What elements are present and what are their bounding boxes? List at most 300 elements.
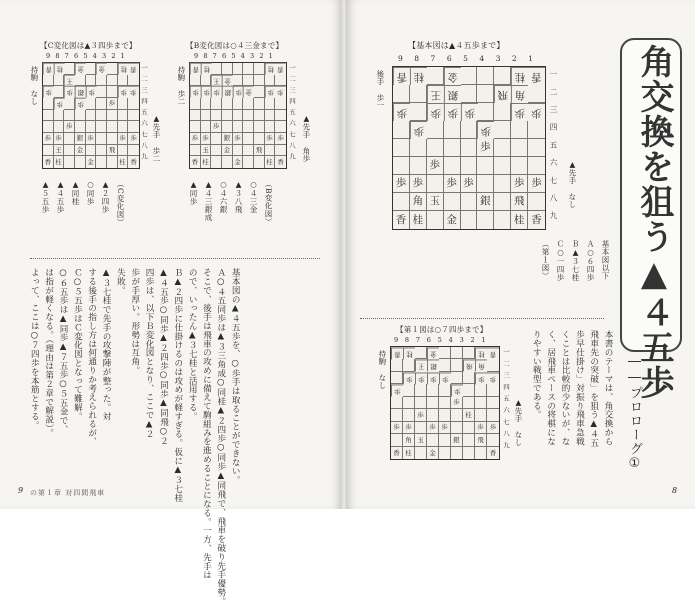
board-square: 歩 xyxy=(201,86,212,98)
board-square xyxy=(265,121,276,133)
move-entry: ▲２四歩 xyxy=(101,180,110,214)
main-diagram-row-numbers: 一二三四五六七八九 xyxy=(549,70,558,230)
board-square: 飛 xyxy=(511,193,528,211)
shogi-board-c xyxy=(42,62,140,169)
board-square xyxy=(254,133,265,145)
board-square xyxy=(494,157,511,175)
board-square xyxy=(477,67,494,85)
board-square: 歩 xyxy=(487,372,499,384)
board-square xyxy=(391,372,403,384)
board-square xyxy=(254,156,265,168)
board-square: 王 xyxy=(211,75,222,87)
board-square xyxy=(494,139,511,157)
board-square: 角 xyxy=(403,434,415,446)
body-column: Ｃ○５五歩はＣ変化図となって難解。 xyxy=(72,268,83,421)
board-square xyxy=(415,422,427,434)
board-square: 歩 xyxy=(201,133,212,145)
board-square xyxy=(487,409,499,421)
board-square xyxy=(96,86,107,98)
board-square: 銀 xyxy=(75,133,86,145)
board-square xyxy=(403,359,415,371)
move-entry: ▲同桂 xyxy=(71,180,80,206)
board-square: 歩 xyxy=(528,175,545,193)
board-square: 銀 xyxy=(75,86,86,98)
board-square: 歩 xyxy=(427,157,444,175)
board-square: 歩 xyxy=(54,133,65,145)
board-square xyxy=(75,156,86,168)
board-square: 香 xyxy=(43,156,54,168)
board-square: 歩 xyxy=(265,86,276,98)
board-square: 金 xyxy=(86,156,97,168)
board-square: 桂 xyxy=(54,63,65,75)
board-square xyxy=(427,409,439,421)
board-square xyxy=(190,75,201,87)
body-column: ○６五歩は▲同歩▲７五歩○５五金で、 xyxy=(58,268,69,434)
board-square xyxy=(528,157,545,175)
board-square xyxy=(243,75,254,87)
board-square xyxy=(54,110,65,122)
board-square: 歩 xyxy=(393,103,410,121)
body-column: くことは比較的少ないが、な xyxy=(560,330,571,446)
board-square: 歩 xyxy=(487,422,499,434)
body-column: 失敗。 xyxy=(115,268,126,295)
body-column: 歩が手厚い。形勢は互角。 xyxy=(129,268,140,375)
board-square xyxy=(439,359,451,371)
board-square: 歩 xyxy=(233,133,244,145)
board-square xyxy=(190,110,201,122)
board-square xyxy=(275,121,286,133)
board-square xyxy=(54,75,65,87)
board-square xyxy=(275,75,286,87)
board-square xyxy=(528,139,545,157)
board-square xyxy=(463,447,475,459)
board-square xyxy=(96,75,107,87)
board-square: 桂 xyxy=(511,67,528,85)
board-square: 歩 xyxy=(275,86,286,98)
board-square xyxy=(391,409,403,421)
board-square xyxy=(128,98,139,110)
move-entry: ▲４三銀成 xyxy=(204,180,213,222)
board-square xyxy=(96,121,107,133)
board-square xyxy=(391,397,403,409)
prologue-label: ――プロローグ① xyxy=(627,354,642,472)
board-square xyxy=(107,121,118,133)
board-square: 歩 xyxy=(64,86,75,98)
board-square xyxy=(118,110,129,122)
board-square xyxy=(403,409,415,421)
body-column: 歩早仕掛け」対振り飛車急戦 xyxy=(574,330,585,446)
diagram-1-col-numbers: 987654321 xyxy=(394,336,493,344)
board-square xyxy=(43,110,54,122)
diagram-1-row-numbers: 一二三四五六七八九 xyxy=(502,348,510,454)
move-entry: ▲３八飛 xyxy=(234,180,243,214)
board-square: 歩 xyxy=(427,372,439,384)
board-square xyxy=(427,384,439,396)
board-square: 銀 xyxy=(222,133,233,145)
board-square xyxy=(128,121,139,133)
board-square xyxy=(211,98,222,110)
board-square xyxy=(403,397,415,409)
board-square xyxy=(64,110,75,122)
board-square: 歩 xyxy=(439,372,451,384)
board-square: 金 xyxy=(444,67,461,85)
board-square xyxy=(528,121,545,139)
board-square: 銀 xyxy=(444,85,461,103)
board-square xyxy=(233,75,244,87)
board-square xyxy=(211,145,222,157)
board-square: 香 xyxy=(391,447,403,459)
diagram-c-move-list xyxy=(40,180,126,246)
board-square xyxy=(75,75,86,87)
board-square xyxy=(243,156,254,168)
board-square: 歩 xyxy=(475,422,487,434)
board-square: 桂 xyxy=(475,347,487,359)
board-square xyxy=(451,409,463,421)
board-square xyxy=(75,121,86,133)
board-square: 金 xyxy=(233,156,244,168)
board-square: 歩 xyxy=(528,103,545,121)
diagram-c-caption: 【C変化図は▲３四歩まで】 xyxy=(40,41,137,50)
move-entry: （B変化図） xyxy=(264,180,273,227)
board-square: 歩 xyxy=(477,121,494,139)
board-square xyxy=(118,98,129,110)
board-square: 香 xyxy=(43,63,54,75)
board-square: 歩 xyxy=(43,86,54,98)
body-column: は指が軽くなる。（理由は第２章で解説）。 xyxy=(43,268,54,438)
board-square: 歩 xyxy=(444,175,461,193)
board-square: 歩 xyxy=(444,103,461,121)
main-move-list xyxy=(540,240,611,310)
board-square xyxy=(201,98,212,110)
board-square xyxy=(211,63,222,75)
board-square xyxy=(391,434,403,446)
board-square xyxy=(243,133,254,145)
body-column: Ｂ▲２四歩に仕掛けるのは攻めが軽すぎる。仮に▲３七桂 xyxy=(172,268,183,503)
board-square: 玉 xyxy=(415,434,427,446)
board-square xyxy=(96,133,107,145)
shogi-board-1 xyxy=(390,346,500,460)
board-square: 金 xyxy=(222,145,233,157)
board-square xyxy=(475,384,487,396)
board-square xyxy=(201,121,212,133)
board-square: 歩 xyxy=(233,86,244,98)
board-square xyxy=(107,110,118,122)
board-square xyxy=(463,384,475,396)
board-square: 歩 xyxy=(427,422,439,434)
main-diagram-caption: 【基本図は▲４五歩まで】 xyxy=(408,41,505,50)
board-square: 角 xyxy=(511,85,528,103)
board-square: 歩 xyxy=(403,422,415,434)
board-square: 歩 xyxy=(275,133,286,145)
board-square: 飛 xyxy=(475,434,487,446)
board-square xyxy=(463,372,475,384)
board-square xyxy=(222,156,233,168)
board-square xyxy=(96,110,107,122)
board-square xyxy=(494,103,511,121)
board-square xyxy=(211,156,222,168)
board-square xyxy=(410,103,427,121)
right-body-text xyxy=(530,330,613,480)
board-square: 歩 xyxy=(477,139,494,157)
body-column: ▲４五歩○同歩▲２四歩○同歩▲同飛○２ xyxy=(158,268,169,446)
board-square xyxy=(461,139,478,157)
board-square: 桂 xyxy=(511,211,528,229)
board-square xyxy=(427,67,444,85)
board-square xyxy=(487,359,499,371)
move-entry: Ａ○６四歩 xyxy=(586,240,595,282)
board-square: 桂 xyxy=(118,63,129,75)
board-square xyxy=(254,110,265,122)
board-square: 桂 xyxy=(403,447,415,459)
board-square xyxy=(444,193,461,211)
board-square xyxy=(275,145,286,157)
board-square: 香 xyxy=(130,157,137,166)
move-entry: ○４三金 xyxy=(249,180,258,214)
board-square: 歩 xyxy=(128,86,139,98)
board-square xyxy=(427,397,439,409)
board-square xyxy=(451,422,463,434)
board-square xyxy=(393,139,410,157)
board-square: 王 xyxy=(415,359,427,371)
board-square xyxy=(86,121,97,133)
board-square: 王 xyxy=(427,85,444,103)
main-diagram-col-numbers: 987654321 xyxy=(398,54,545,63)
board-square: 飛 xyxy=(254,145,265,157)
board-square xyxy=(107,86,118,98)
board-square: 桂 xyxy=(54,156,65,168)
board-square: 桂 xyxy=(410,211,427,229)
board-square xyxy=(494,121,511,139)
board-square xyxy=(254,75,265,87)
board-square xyxy=(128,110,139,122)
board-square: 金 xyxy=(444,211,461,229)
board-square xyxy=(128,75,139,87)
board-square xyxy=(463,422,475,434)
board-square xyxy=(118,121,129,133)
board-square xyxy=(243,145,254,157)
board-square xyxy=(451,447,463,459)
board-square: 歩 xyxy=(64,121,75,133)
board-square xyxy=(275,110,286,122)
board-square xyxy=(477,175,494,193)
board-square xyxy=(201,110,212,122)
diagram-1-caption: 【第１図は○７四歩まで】 xyxy=(396,325,488,334)
board-square: 歩 xyxy=(391,384,403,396)
move-entry: Ｂ▲３七桂 xyxy=(571,240,580,282)
main-diagram-sente-hand: ▲先手 なし xyxy=(567,160,577,208)
board-square xyxy=(222,121,233,133)
board-square xyxy=(43,145,54,157)
board-square xyxy=(393,193,410,211)
board-square xyxy=(64,63,75,75)
board-square xyxy=(86,110,97,122)
board-square xyxy=(275,98,286,110)
board-square xyxy=(463,347,475,359)
board-square: 王 xyxy=(54,145,65,157)
board-square xyxy=(86,98,97,110)
board-square xyxy=(427,434,439,446)
board-square: 金 xyxy=(427,447,439,459)
board-square xyxy=(487,434,499,446)
board-square: 香 xyxy=(190,156,201,168)
board-square xyxy=(107,75,118,87)
board-square: 歩 xyxy=(451,397,463,409)
board-square: 歩 xyxy=(427,103,444,121)
board-square xyxy=(254,63,265,75)
board-square xyxy=(393,157,410,175)
board-square: 王 xyxy=(64,75,75,87)
board-square: 歩 xyxy=(128,133,139,145)
board-square: 香 xyxy=(531,213,542,226)
board-square xyxy=(461,121,478,139)
board-square: 桂 xyxy=(403,347,415,359)
board-square xyxy=(107,133,118,145)
board-square xyxy=(243,121,254,133)
board-square xyxy=(64,156,75,168)
move-entry: （C変化図） xyxy=(116,180,125,227)
board-square: 歩 xyxy=(54,98,65,110)
board-square: 歩 xyxy=(86,133,97,145)
board-square xyxy=(128,145,139,157)
board-square: 香 xyxy=(190,63,201,75)
board-square xyxy=(451,372,463,384)
move-entry: ○４六銀 xyxy=(219,180,228,214)
board-square: 香 xyxy=(128,63,139,75)
board-square: 歩 xyxy=(461,103,478,121)
board-square: 歩 xyxy=(43,133,54,145)
board-square: 桂 xyxy=(265,156,276,168)
board-square xyxy=(415,384,427,396)
board-square: 香 xyxy=(487,347,499,359)
diagram-c-sente-hand: ▲先手 歩二 xyxy=(151,114,161,162)
board-square: 歩 xyxy=(118,86,129,98)
board-square xyxy=(265,145,276,157)
board-square: 銀 xyxy=(222,86,233,98)
board-square: 飛 xyxy=(463,359,475,371)
board-square xyxy=(233,110,244,122)
board-square: 歩 xyxy=(190,133,201,145)
move-entry: （第１図） xyxy=(541,240,550,280)
board-square: 玉 xyxy=(201,145,212,157)
board-square: 銀 xyxy=(427,359,439,371)
move-entry: ▲４五歩 xyxy=(56,180,65,214)
board-square: 歩 xyxy=(265,133,276,145)
diagram-b-row-numbers: 一二三四五六七八九 xyxy=(288,64,296,164)
board-square: 桂 xyxy=(201,63,212,75)
left-footer: の第１章 対四間飛車 xyxy=(30,489,106,497)
board-square xyxy=(107,156,118,168)
board-square xyxy=(118,145,129,157)
board-square xyxy=(439,384,451,396)
move-entry: ○同歩 xyxy=(86,180,95,206)
board-square xyxy=(475,409,487,421)
board-square xyxy=(265,110,276,122)
diagram-c-row-numbers: 一二三四五六七八九 xyxy=(140,64,148,164)
board-square: 歩 xyxy=(211,86,222,98)
board-square xyxy=(410,85,427,103)
board-square: 金 xyxy=(75,145,86,157)
board-square: 歩 xyxy=(391,422,403,434)
board-square: 銀 xyxy=(451,434,463,446)
board-square xyxy=(487,384,499,396)
left-page-number: 9 xyxy=(18,486,24,495)
board-square xyxy=(427,139,444,157)
board-square xyxy=(427,175,444,193)
board-square xyxy=(528,193,545,211)
board-square xyxy=(451,359,463,371)
body-column: く、居飛車ペースの将棋にな xyxy=(545,330,556,446)
board-square: 歩 xyxy=(461,175,478,193)
board-square xyxy=(511,121,528,139)
board-square xyxy=(222,63,233,75)
board-square xyxy=(444,157,461,175)
board-square: 角 xyxy=(475,359,487,371)
main-diagram-gote-hand: 後手 歩一 xyxy=(375,70,385,109)
board-square: 歩 xyxy=(211,121,222,133)
board-square xyxy=(494,211,511,229)
board-square xyxy=(444,121,461,139)
board-square: 金 xyxy=(243,86,254,98)
shogi-board-main xyxy=(392,66,546,230)
diagram-b-gote-hand: 持駒 歩二 xyxy=(176,66,186,105)
board-square xyxy=(439,347,451,359)
board-square: 歩 xyxy=(403,372,415,384)
body-column: 四歩は、以下Ｂ変化図となり、ここで▲２ xyxy=(144,268,155,439)
board-square: 歩 xyxy=(75,98,86,110)
board-square xyxy=(494,175,511,193)
board-square xyxy=(511,139,528,157)
board-square xyxy=(415,397,427,409)
board-square: 桂 xyxy=(265,63,276,75)
board-square xyxy=(475,447,487,459)
board-square xyxy=(43,121,54,133)
board-square xyxy=(415,447,427,459)
board-square xyxy=(233,98,244,110)
board-square: 飛 xyxy=(494,85,511,103)
board-square xyxy=(444,139,461,157)
body-column: ▲３七桂で先手の攻撃陣が整った。対 xyxy=(101,268,112,421)
board-square xyxy=(243,63,254,75)
board-square: 金 xyxy=(222,75,233,87)
move-entry: ▲５五歩 xyxy=(41,180,50,214)
board-square: 歩 xyxy=(415,372,427,384)
board-square xyxy=(265,98,276,110)
body-column: ので、いったん▲３七桂と活用する。 xyxy=(187,268,198,421)
board-square xyxy=(233,63,244,75)
board-square xyxy=(391,359,403,371)
board-square xyxy=(439,397,451,409)
right-page-number: 8 xyxy=(672,486,678,495)
board-square: 歩 xyxy=(439,422,451,434)
board-square xyxy=(439,447,451,459)
board-square xyxy=(494,67,511,85)
board-square xyxy=(254,121,265,133)
board-square: 香 xyxy=(391,347,403,359)
board-square xyxy=(190,145,201,157)
board-square: 香 xyxy=(393,211,410,229)
board-square xyxy=(233,145,244,157)
board-square xyxy=(461,211,478,229)
board-square xyxy=(487,397,499,409)
board-square: 銀 xyxy=(477,193,494,211)
board-square xyxy=(415,347,427,359)
board-square xyxy=(528,85,545,103)
left-divider xyxy=(30,258,320,259)
shogi-board-b xyxy=(189,62,287,169)
move-entry: Ｃ○一四歩 xyxy=(556,240,565,282)
board-square xyxy=(64,98,75,110)
board-square: 金 xyxy=(75,63,86,75)
